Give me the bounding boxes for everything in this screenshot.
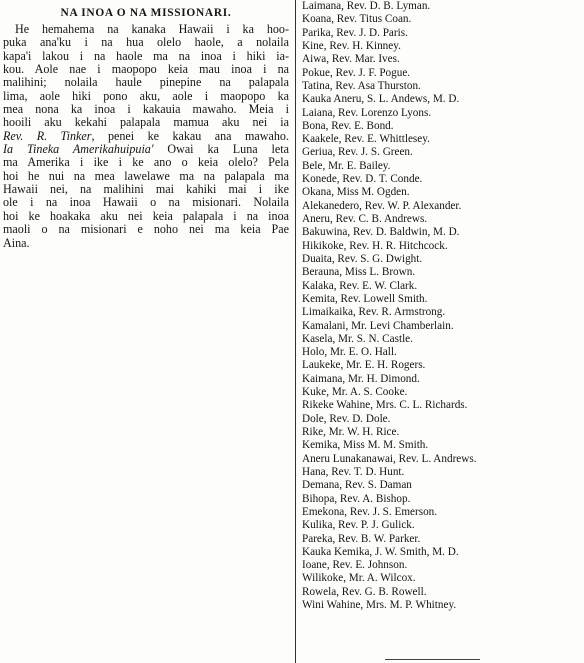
hawaiian-name: Holo bbox=[302, 346, 325, 359]
hawaiian-name: Laimana bbox=[302, 0, 342, 12]
hawaiian-name: Kasela bbox=[302, 332, 333, 345]
article-title: NA INOA O NA MISSIONARI. bbox=[60, 7, 232, 19]
name-separator: , bbox=[331, 252, 338, 265]
hawaiian-name: Laiana bbox=[302, 106, 333, 119]
hawaiian-name: Dole bbox=[302, 412, 324, 425]
name-entry bbox=[302, 67, 580, 80]
hawaiian-name: Bona bbox=[302, 119, 326, 132]
english-name: Mr. E. O. Hall. bbox=[329, 346, 397, 359]
hawaiian-name: Duaita bbox=[302, 252, 332, 265]
hawaiian-name: Bihopa bbox=[302, 492, 335, 505]
article-line: hoi he nui na mea lawelawe ma na palapala ma bbox=[3, 168, 289, 183]
hawaiian-name: Wilikoke bbox=[302, 572, 344, 585]
name-separator: , bbox=[336, 585, 342, 598]
english-name: Mr. E. Bailey. bbox=[328, 159, 391, 172]
english-name: Mr. S. N. Castle. bbox=[338, 332, 413, 345]
name-entry bbox=[302, 133, 580, 146]
name-separator: , bbox=[369, 545, 376, 558]
name-separator: , bbox=[332, 106, 339, 119]
name-entry bbox=[302, 293, 580, 306]
name-separator: , bbox=[323, 426, 329, 438]
english-name: J. W. Smith, M. D. bbox=[375, 545, 459, 558]
english-name: Rev. J. S. Green. bbox=[338, 146, 413, 159]
name-entry bbox=[302, 40, 580, 53]
english-name: Rev. Mar. Ives. bbox=[331, 53, 400, 66]
name-separator: , bbox=[332, 519, 339, 532]
name-entry bbox=[302, 479, 580, 492]
english-name: Rev. J. D. Paris. bbox=[336, 26, 408, 39]
name-entry bbox=[302, 386, 580, 399]
article-line: kou. Aole nae i maopopo keia mau inoa i na bbox=[3, 62, 289, 77]
end-rule bbox=[385, 659, 480, 660]
english-name: Rev. Asa Thurston. bbox=[335, 79, 421, 92]
english-name: Mr. W. H. Rice. bbox=[328, 426, 400, 438]
name-separator: , bbox=[360, 599, 366, 612]
name-separator: , bbox=[325, 465, 332, 478]
article-body bbox=[3, 23, 289, 250]
english-name: Rev. D. Baldwin, M. D. bbox=[352, 226, 460, 239]
hawaiian-name: Koana bbox=[302, 13, 332, 26]
name-separator: , bbox=[330, 26, 337, 39]
name-entry bbox=[302, 0, 580, 13]
hawaiian-name: Ioane bbox=[302, 559, 327, 572]
hawaiian-name: Geriua bbox=[302, 146, 333, 159]
name-separator: , bbox=[323, 412, 330, 425]
name-entry bbox=[302, 280, 580, 293]
name-separator: , bbox=[352, 306, 359, 319]
english-name: Rev. J. F. Pogue. bbox=[335, 66, 411, 79]
english-name: Rev. D. T. Conde. bbox=[342, 173, 423, 186]
name-separator: , bbox=[324, 346, 330, 359]
italic-name: Rev. R. Tinker bbox=[3, 128, 92, 143]
name-entry bbox=[302, 533, 580, 546]
name-separator: , bbox=[326, 386, 332, 399]
english-name: Rev. A. Bishop. bbox=[339, 492, 411, 505]
name-separator: , bbox=[341, 0, 347, 12]
hawaiian-name: Kemika bbox=[302, 439, 338, 452]
english-name: Rev. E. Whittlesey. bbox=[344, 133, 430, 146]
article-line: Hawaii nei, na malihini mai kahiki mai i ike bbox=[3, 182, 289, 197]
english-name: Rev. P. J. Gulick. bbox=[338, 519, 415, 532]
english-name: Rev. H. R. Hitchcock. bbox=[349, 239, 448, 252]
name-entry bbox=[302, 399, 580, 412]
name-entry bbox=[302, 120, 580, 133]
article-line-mixed bbox=[3, 143, 289, 156]
english-name: Miss M. Ogden. bbox=[336, 186, 410, 199]
name-separator: , bbox=[339, 266, 345, 279]
name-entry bbox=[302, 173, 580, 186]
hawaiian-name: Kine bbox=[302, 39, 324, 52]
hawaiian-name: Bakuwina bbox=[302, 226, 348, 239]
english-name: Mr. A. Wilcox. bbox=[348, 572, 416, 585]
name-entry bbox=[302, 546, 580, 559]
name-entry bbox=[302, 426, 580, 439]
hawaiian-name: Pareka bbox=[302, 532, 333, 545]
article-line: mea nona ka inoa i kakauia mawaho. Meia i bbox=[3, 102, 289, 117]
english-name: Rev. R. Armstrong. bbox=[358, 306, 446, 319]
hawaiian-name: Rikeke Wahine bbox=[302, 399, 371, 412]
name-separator: , bbox=[325, 119, 332, 132]
english-name: Miss M. M. Smith. bbox=[343, 439, 429, 452]
name-entry bbox=[302, 213, 580, 226]
english-name: Rev. E. W. Clark. bbox=[339, 279, 418, 292]
hawaiian-name: Limaikaika bbox=[302, 306, 353, 319]
hawaiian-name: Parika bbox=[302, 26, 331, 39]
english-name: Rev. S. G. Dwight. bbox=[337, 252, 423, 265]
name-entry bbox=[302, 80, 580, 93]
name-separator: , bbox=[343, 572, 349, 585]
name-separator: , bbox=[329, 213, 336, 225]
name-entry bbox=[302, 226, 580, 239]
hawaiian-name: Konede bbox=[302, 173, 337, 186]
name-entry bbox=[302, 53, 580, 66]
name-separator: , bbox=[329, 79, 336, 92]
name-separator: , bbox=[322, 159, 329, 172]
name-entry bbox=[302, 320, 580, 333]
english-name: Rev. W. P. Alexander. bbox=[364, 199, 462, 212]
name-entry bbox=[302, 413, 580, 426]
article-line: Aina. bbox=[3, 235, 30, 250]
hawaiian-name: Kaimana bbox=[302, 372, 343, 385]
name-separator: , bbox=[331, 186, 337, 199]
english-name: Mr. A. S. Cooke. bbox=[331, 386, 408, 399]
article-line: puka ana'ku i na hua olelo haole, a nolaila bbox=[3, 35, 289, 50]
name-entry bbox=[302, 107, 580, 120]
article-line: hoi ke hoakaka aku nei keia palapala i na inoa bbox=[3, 208, 289, 223]
line-rest: Owai ka Luna leta bbox=[153, 142, 289, 157]
name-separator: , bbox=[340, 359, 347, 372]
english-name: Rev. L. Andrews. bbox=[398, 452, 477, 465]
english-name: Mrs. M. P. Whitney. bbox=[366, 599, 457, 612]
hawaiian-name: Kulika bbox=[302, 519, 333, 532]
name-entry bbox=[302, 453, 580, 466]
english-name: Mr. H. Dimond. bbox=[347, 372, 420, 385]
name-separator: , bbox=[345, 319, 352, 332]
english-name: Rev. Titus Coan. bbox=[336, 13, 412, 26]
english-name: Rev. D. Dole. bbox=[329, 412, 391, 425]
article-column bbox=[3, 7, 289, 250]
name-entry bbox=[302, 466, 580, 479]
line-rest: , penei ke kakau ana mawaho. bbox=[91, 128, 289, 143]
name-entry bbox=[302, 160, 580, 173]
hawaiian-name: Berauna bbox=[302, 266, 340, 279]
name-entry bbox=[302, 93, 580, 106]
article-line: malihini; nolaila haule pinepine na palapala bbox=[3, 75, 289, 90]
english-name: Rev. J. S. Emerson. bbox=[349, 505, 438, 518]
article-line-mixed bbox=[3, 130, 289, 143]
hawaiian-name: Kamalani bbox=[302, 319, 346, 332]
hawaiian-name: Okana bbox=[302, 186, 332, 199]
hawaiian-name: Pokue bbox=[302, 66, 330, 79]
english-name: Mr. E. H. Rogers. bbox=[346, 359, 426, 372]
name-entry bbox=[302, 373, 580, 386]
name-separator: , bbox=[332, 332, 339, 345]
name-separator: , bbox=[326, 559, 333, 572]
name-entry bbox=[302, 13, 580, 26]
english-name: Rev. E. Bond. bbox=[331, 119, 394, 132]
name-entry bbox=[302, 306, 580, 319]
article-line: lima, aole hiki pono aku, aole i maopopo ka bbox=[3, 88, 289, 103]
name-entry bbox=[302, 27, 580, 40]
name-separator: , bbox=[343, 239, 350, 252]
name-separator: , bbox=[344, 505, 350, 518]
name-separator: , bbox=[326, 53, 332, 66]
name-entry bbox=[302, 439, 580, 452]
name-entry bbox=[302, 599, 580, 612]
english-name: Rev. H. Kinney. bbox=[329, 39, 401, 52]
hawaiian-name: Laukeke bbox=[302, 359, 341, 372]
english-name: S. L. Andews, M. D. bbox=[366, 93, 460, 106]
name-separator: , bbox=[331, 13, 337, 26]
name-entry bbox=[302, 200, 580, 213]
hawaiian-name: Kauka Aneru bbox=[302, 93, 362, 106]
name-separator: , bbox=[347, 226, 353, 239]
hawaiian-name: Kemita bbox=[302, 292, 335, 305]
name-entry bbox=[302, 186, 580, 199]
hawaiian-name: Kauka Kemika bbox=[302, 545, 370, 558]
name-separator: , bbox=[333, 279, 340, 292]
name-entry bbox=[302, 266, 580, 279]
english-name: Miss L. Brown. bbox=[344, 266, 416, 279]
article-line: He hemahema na kanaka Hawaii i ka hoo- bbox=[15, 22, 289, 36]
english-name: Rev. C. B. Andrews. bbox=[335, 213, 428, 225]
name-separator: , bbox=[337, 439, 344, 452]
missionary-names-list bbox=[302, 0, 580, 612]
name-entry bbox=[302, 333, 580, 346]
name-entry bbox=[302, 493, 580, 506]
article-line: kapa'i lakou i na haole ma na inoa i hiki ia- bbox=[3, 48, 289, 63]
english-name: Mr. Levi Chamberlain. bbox=[351, 319, 454, 332]
hawaiian-name: Tatina bbox=[302, 79, 330, 92]
name-separator: , bbox=[361, 93, 367, 106]
english-name: Rev. E. Johnson. bbox=[332, 559, 408, 572]
hawaiian-name: Hana bbox=[302, 465, 326, 478]
name-entry bbox=[302, 559, 580, 572]
name-entry bbox=[302, 146, 580, 159]
hawaiian-name: Demana bbox=[302, 479, 340, 492]
name-entry bbox=[302, 572, 580, 585]
english-name: Mrs. C. L. Richards. bbox=[375, 399, 468, 412]
hawaiian-name: Bele bbox=[302, 159, 323, 172]
name-separator: , bbox=[336, 173, 343, 186]
hawaiian-name: Kuke bbox=[302, 386, 327, 399]
hawaiian-name: Kaakele bbox=[302, 133, 339, 146]
column-divider bbox=[295, 0, 296, 663]
name-entry bbox=[302, 586, 580, 599]
name-entry bbox=[302, 346, 580, 359]
name-entry bbox=[302, 240, 580, 253]
english-name: Rev. B. W. Parker. bbox=[338, 532, 421, 545]
hawaiian-name: Wini Wahine bbox=[302, 599, 361, 612]
name-entry bbox=[302, 359, 580, 372]
english-name: Rev. Lowell Smith. bbox=[340, 292, 428, 305]
name-entry bbox=[302, 519, 580, 532]
hawaiian-name: Aiwa bbox=[302, 53, 327, 66]
hawaiian-name: Rowela bbox=[302, 585, 337, 598]
hawaiian-name: Hikikoke bbox=[302, 239, 344, 252]
english-name: Rev. G. B. Rowell. bbox=[341, 585, 427, 598]
name-separator: , bbox=[393, 452, 399, 465]
name-entry bbox=[302, 506, 580, 519]
hawaiian-name: Kalaka bbox=[302, 279, 334, 292]
hawaiian-name: Alekanedero bbox=[302, 199, 360, 212]
italic-address: Ia Tineka Amerikahuipuia' bbox=[3, 142, 154, 157]
english-name: Rev. Lorenzo Lyons. bbox=[338, 106, 432, 119]
english-name: Rev. D. B. Lyman. bbox=[346, 0, 431, 12]
article-line: maoli o na misionari e noho nei ma keia Pae bbox=[3, 222, 289, 237]
article-line: ole i na inoa Hawaii o na misionari. Nolaila bbox=[3, 195, 289, 210]
name-separator: , bbox=[339, 479, 345, 492]
article-line: ma Amerika i ike i ke ano o keia olelo? Pela bbox=[3, 155, 289, 170]
hawaiian-name: Rike bbox=[302, 426, 324, 438]
name-separator: , bbox=[342, 372, 348, 385]
name-separator: , bbox=[323, 39, 330, 52]
name-separator: , bbox=[334, 492, 340, 505]
name-separator: , bbox=[359, 199, 365, 212]
name-separator: , bbox=[370, 399, 376, 412]
name-separator: , bbox=[329, 66, 336, 79]
hawaiian-name: Emekona bbox=[302, 505, 345, 518]
hawaiian-name: Aneru bbox=[302, 213, 330, 225]
name-entry bbox=[302, 253, 580, 266]
english-name: Rev. T. D. Hunt. bbox=[331, 465, 405, 478]
hawaiian-name: Aneru Lunakanawai bbox=[302, 452, 394, 465]
name-separator: , bbox=[338, 133, 345, 146]
article-line: hooili aku kekahi palapala mamua aku nei ia bbox=[3, 115, 289, 130]
name-separator: , bbox=[334, 292, 341, 305]
name-separator: , bbox=[332, 146, 339, 159]
name-separator: , bbox=[332, 532, 339, 545]
english-name: Rev. S. Daman bbox=[344, 479, 412, 492]
